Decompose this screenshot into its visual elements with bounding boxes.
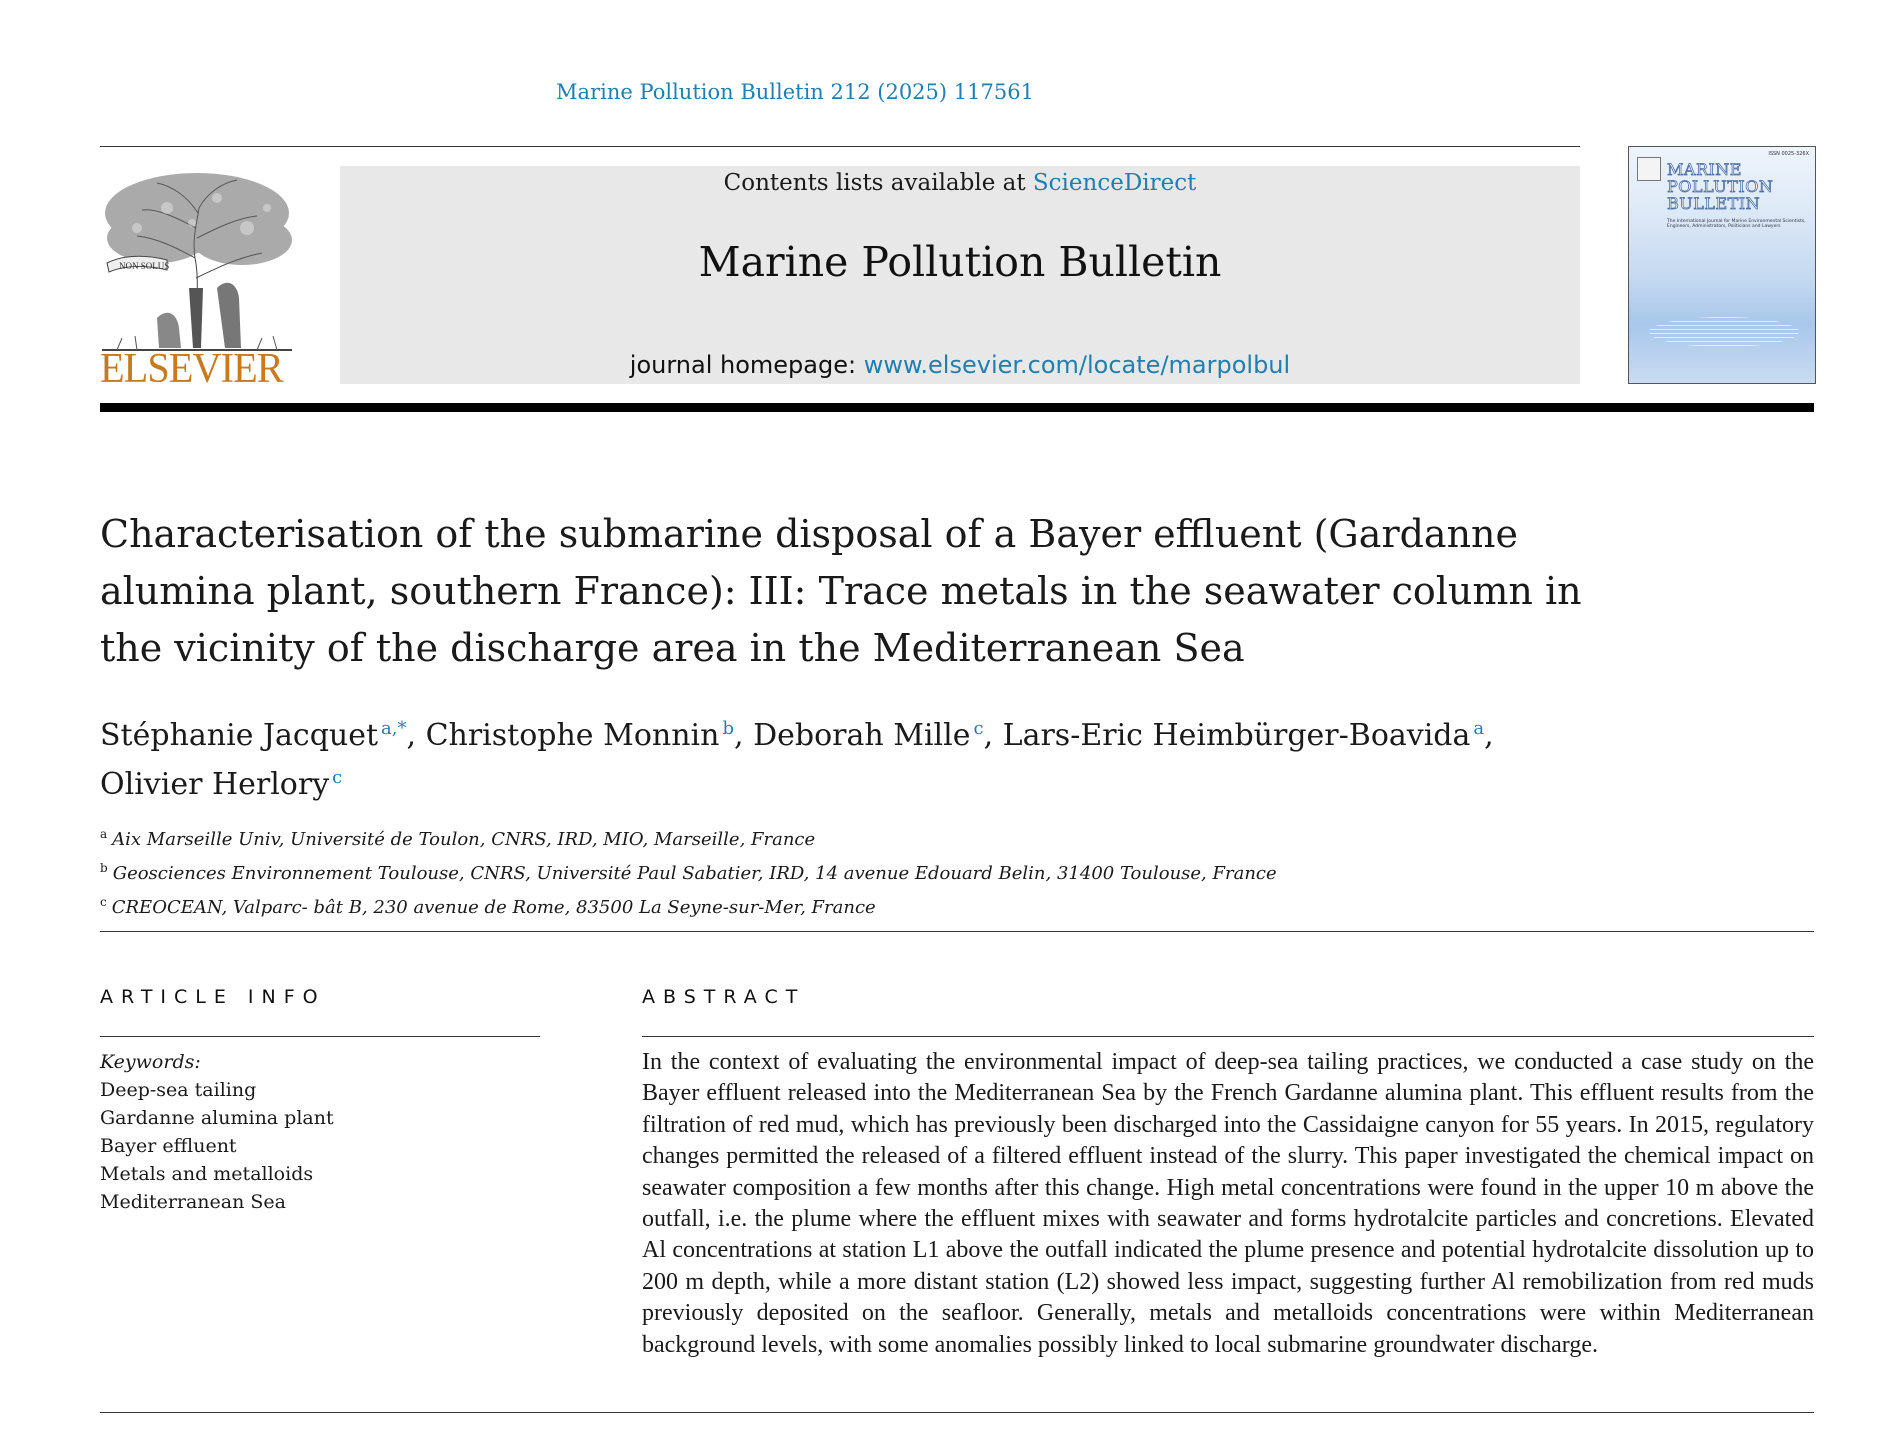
- cover-title: [1667, 161, 1807, 212]
- author-list: Stéphanie Jacquet $^{a,*}$, Christophe Monnin $^b$, Deborah Mille $^c$, Lars-Eric Heimbürger-Boavida $^a$, Olivier Herlory $^c$: [100, 718, 1494, 802]
- journal-citation[interactable]: Marine Pollution Bulletin 212 (2025) 117561: [556, 80, 1034, 104]
- top-divider: [100, 146, 1580, 147]
- affiliation-item: $^a$ Aix Marseille Univ, Université de Toulon, CNRS, IRD, MIO, Marseille, France: [100, 827, 816, 850]
- logo-motto: NON SOLUS: [119, 261, 170, 271]
- journal-homepage: [340, 351, 1580, 379]
- keyword: Deep-sea tailing: [100, 1079, 257, 1101]
- masthead-divider: [100, 403, 1814, 412]
- keyword: Bayer effluent: [100, 1135, 237, 1157]
- homepage-prefix: journal homepage:: [629, 351, 864, 379]
- affiliation-mark[interactable]: c: [332, 767, 343, 788]
- affiliation-item: $^c$ CREOCEAN, Valparc- bât B, 230 avenue de Rome, 83500 La Seyne-sur-Mer, France: [100, 895, 876, 918]
- elsevier-badge-icon: [1637, 157, 1661, 181]
- affiliation-mark[interactable]: b: [722, 718, 734, 739]
- section-divider: [100, 931, 1814, 932]
- author[interactable]: Olivier Herlory $^c$: [100, 767, 343, 802]
- journal-masthead: [340, 166, 1580, 384]
- abstract-divider: [642, 1036, 1814, 1037]
- article-title: Characterisation of the submarine disposal of a Bayer effluent (Gardanne alumina plant, southern France): III: Trace metals in the seawater column in the vicinity of the discharge area in the Mediterranean Sea: [100, 512, 1582, 670]
- keywords-list: [100, 1048, 520, 1216]
- cover-title-line: POLLUTION: [1667, 177, 1774, 196]
- author[interactable]: Lars-Eric Heimbürger-Boavida $^a$: [1002, 718, 1485, 753]
- affiliations: [100, 820, 1600, 922]
- cover-issn: ISSN 0025-326X: [1768, 151, 1809, 157]
- contents-prefix: Contents lists available at: [723, 170, 1033, 196]
- abstract-text: In the context of evaluating the environmental impact of deep-sea tailing practices, we conducted a case study on the Bayer effluent released into the Mediterranean Sea by the French Gardanne alumina plant. This effluent results from the filtration of red mud, which has previously been discharged into the Cassidaigne canyon for 55 years. In 2015, regulatory changes permitted the released of a filtered effluent instead of the slurry. This paper investigated the chemical impact on seawater composition a few months after this change. High metal concentrations were found in the upper 10 m above the outfall, i.e. the plume where the effluent mixes with seawater and forms hydrotalcite particles and concretions. Elevated Al concentrations at station L1 above the outfall indicated the plume presence and potential hydrotalcite dissolution up to 200 m depth, while a more distant station (L2) showed less impact, suggesting further Al remobilization from red muds previously deposited on the seafloor. Generally, metals and metalloids concentrations were within Mediterranean background levels, with some anomalies possibly linked to local submarine groundwater discharge.: [642, 1049, 1814, 1358]
- keywords-label: Keywords:: [100, 1051, 201, 1073]
- journal-cover-thumbnail[interactable]: [1628, 146, 1816, 384]
- affiliation-mark[interactable]: a: [1473, 718, 1485, 739]
- homepage-link[interactable]: www.elsevier.com/locate/marpolbul: [863, 351, 1291, 379]
- affiliation-item: $^b$ Geosciences Environnement Toulouse, CNRS, Université Paul Sabatier, IRD, 14 avenue Edouard Belin, 31400 Toulouse, France: [100, 861, 1277, 884]
- abstract-heading: ABSTRACT: [642, 986, 806, 1008]
- keyword: Gardanne alumina plant: [100, 1107, 334, 1129]
- keyword: Metals and metalloids: [100, 1163, 314, 1185]
- sciencedirect-link[interactable]: ScienceDirect: [1032, 170, 1197, 196]
- affiliation-mark[interactable]: c: [973, 718, 984, 739]
- contents-availability: [340, 166, 1580, 196]
- cover-title-line: MARINE: [1667, 160, 1742, 179]
- keyword: Mediterranean Sea: [100, 1191, 286, 1213]
- cover-subtitle: The International Journal for Marine Environmental Scientists, Engineers, Administrators, Politicians and Lawyers: [1667, 219, 1806, 229]
- bottom-divider: [100, 1412, 1814, 1413]
- article-info-divider: [100, 1036, 540, 1037]
- article-info-heading: ARTICLE INFO: [100, 986, 326, 1008]
- author[interactable]: Stéphanie Jacquet $^{a,*}$: [100, 718, 407, 753]
- author[interactable]: Christophe Monnin $^b$: [425, 718, 734, 753]
- journal-name: Marine Pollution Bulletin: [698, 238, 1222, 286]
- affiliation-mark[interactable]: a,*: [381, 718, 407, 739]
- author[interactable]: Deborah Mille $^c$: [753, 718, 984, 753]
- elsevier-wordmark: ELSEVIER: [100, 346, 283, 392]
- cover-title-line: BULLETIN: [1667, 194, 1761, 213]
- cover-water-image: [1649, 317, 1799, 347]
